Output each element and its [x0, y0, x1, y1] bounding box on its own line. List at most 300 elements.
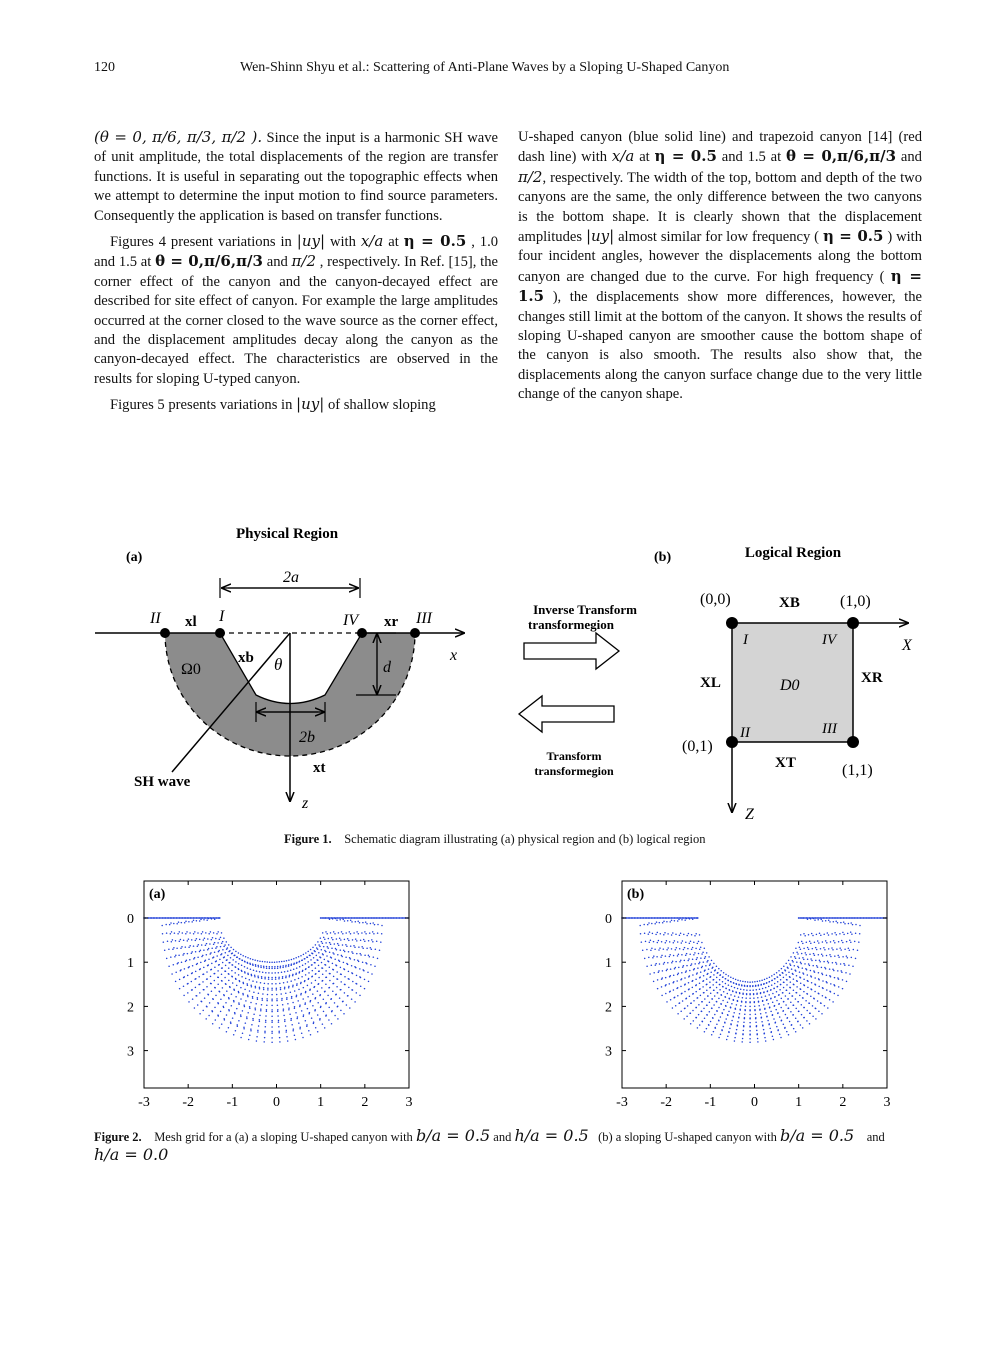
- mesh-node: [791, 1024, 793, 1026]
- mesh-node: [296, 984, 298, 986]
- mesh-node: [720, 970, 722, 972]
- mesh-node: [303, 987, 305, 989]
- mesh-node: [849, 940, 851, 942]
- mesh-node: [749, 1022, 751, 1024]
- mesh-node: [820, 934, 822, 936]
- mesh-node: [329, 952, 331, 954]
- page-header: [94, 60, 924, 78]
- mesh-node: [355, 983, 357, 985]
- mesh-node: [247, 984, 249, 986]
- mesh-node: [784, 1027, 786, 1029]
- mesh-node: [669, 917, 671, 919]
- mesh-node: [777, 981, 779, 983]
- mesh-node: [296, 983, 298, 985]
- mesh-node: [326, 955, 328, 957]
- mesh-node: [305, 974, 307, 976]
- mesh-node: [367, 971, 369, 973]
- mesh-node: [250, 1030, 252, 1032]
- mesh-node: [203, 967, 205, 969]
- panel-label: (b): [627, 887, 645, 902]
- mesh-node: [257, 1030, 259, 1032]
- mesh-node: [753, 997, 755, 999]
- mesh-node: [311, 982, 313, 984]
- mesh-node: [365, 933, 367, 935]
- mesh-node: [739, 1013, 741, 1015]
- mesh-node: [241, 976, 243, 978]
- mesh-node: [733, 982, 735, 984]
- mesh-node: [298, 1022, 300, 1024]
- mesh-node: [202, 1010, 204, 1012]
- mesh-node: [260, 982, 262, 984]
- mesh-node: [192, 998, 194, 1000]
- mesh-node: [797, 953, 799, 955]
- mesh-node: [243, 1004, 245, 1006]
- mesh-node: [228, 980, 230, 982]
- mesh-node: [277, 1004, 279, 1006]
- mesh-node: [177, 962, 179, 964]
- math-xa: x/a: [611, 147, 635, 166]
- mesh-node: [827, 917, 829, 919]
- mesh-node: [812, 1016, 814, 1018]
- mesh-node: [308, 1030, 310, 1032]
- mesh-node: [348, 978, 350, 980]
- mesh-node: [285, 993, 287, 995]
- mesh-node: [683, 949, 685, 951]
- mesh-node: [312, 970, 314, 972]
- mesh-node: [749, 1026, 751, 1028]
- mesh-node: [195, 940, 197, 942]
- mesh-node: [281, 999, 283, 1001]
- mesh-node: [249, 979, 251, 981]
- mesh-node: [845, 972, 847, 974]
- mesh-node: [810, 996, 812, 998]
- mesh-node: [772, 1015, 774, 1017]
- mesh-node: [312, 947, 314, 949]
- mesh-node: [198, 944, 200, 946]
- mesh-node: [666, 1001, 668, 1003]
- mesh-node: [173, 947, 175, 949]
- label-I-b: I: [743, 632, 748, 648]
- mesh-node: [377, 924, 379, 926]
- mesh-node: [240, 954, 242, 956]
- mesh-node: [252, 997, 254, 999]
- mesh-node: [278, 972, 280, 974]
- mesh-grid: [143, 917, 410, 1043]
- mesh-node: [315, 973, 317, 975]
- mesh-node: [837, 995, 839, 997]
- mesh-node: [242, 1033, 244, 1035]
- mesh-node: [754, 1010, 756, 1012]
- mesh-node: [780, 984, 782, 986]
- mesh-node: [727, 1015, 729, 1017]
- mesh-node: [836, 934, 838, 936]
- mesh-node: [189, 932, 191, 934]
- mesh-node: [692, 974, 694, 976]
- mesh-node: [288, 965, 290, 967]
- mesh-node: [244, 966, 246, 968]
- mesh-node: [243, 983, 245, 985]
- mesh-node: [334, 958, 336, 960]
- mesh-node: [179, 988, 181, 990]
- plot-frame: [622, 881, 887, 1088]
- mesh-node: [283, 982, 285, 984]
- mesh-node: [263, 1041, 265, 1043]
- mesh-node: [847, 933, 849, 935]
- mesh-node: [719, 989, 721, 991]
- mesh-node: [311, 976, 313, 978]
- mesh-node: [225, 952, 227, 954]
- mesh-node: [328, 1007, 330, 1009]
- mesh-node: [803, 948, 805, 950]
- mesh-node: [271, 983, 273, 985]
- mesh-node: [658, 949, 660, 951]
- mesh-node: [208, 964, 210, 966]
- mesh-node: [332, 952, 334, 954]
- mesh-node: [342, 944, 344, 946]
- mesh-node: [362, 969, 364, 971]
- mesh-node: [379, 917, 381, 919]
- mesh-node: [834, 955, 836, 957]
- mesh-node: [777, 1030, 779, 1032]
- mesh-node: [251, 1024, 253, 1026]
- mesh-node: [805, 952, 807, 954]
- mesh-node: [305, 1002, 307, 1004]
- mesh-node: [195, 987, 197, 989]
- mesh-node: [712, 998, 714, 1000]
- mesh-node: [288, 1009, 290, 1011]
- mesh-node: [723, 991, 725, 993]
- mesh-node: [729, 989, 731, 991]
- mesh-node: [690, 1012, 692, 1014]
- mesh-node: [368, 940, 370, 942]
- mesh-node: [255, 1003, 257, 1005]
- mesh-node: [855, 958, 857, 960]
- mesh-node: [726, 1039, 728, 1041]
- mesh-node: [643, 917, 645, 919]
- y-tick-label: 2: [605, 1000, 612, 1016]
- mesh-node: [749, 1014, 751, 1016]
- mesh-node: [768, 1003, 770, 1005]
- mesh-node: [828, 962, 830, 964]
- mesh-node: [202, 931, 204, 933]
- mesh-node: [346, 917, 348, 919]
- mesh-node: [693, 1020, 695, 1022]
- mesh-node: [290, 980, 292, 982]
- mesh-node: [739, 993, 741, 995]
- mesh-node: [740, 989, 742, 991]
- mesh-node: [325, 1003, 327, 1005]
- mesh-node: [804, 963, 806, 965]
- mesh-node: [182, 932, 184, 934]
- mesh-node: [269, 968, 271, 970]
- mesh-node: [802, 917, 804, 919]
- mesh-node: [826, 955, 828, 957]
- mesh-node: [813, 918, 815, 920]
- mesh-node: [756, 1030, 758, 1032]
- x-tick-label: -2: [660, 1095, 673, 1110]
- mesh-node: [766, 1016, 768, 1018]
- mesh-node: [226, 1031, 228, 1033]
- mesh-node: [825, 920, 827, 922]
- mesh-node: [262, 972, 264, 974]
- mesh-node: [176, 947, 178, 949]
- mesh-node: [660, 933, 662, 935]
- mesh-node: [365, 962, 367, 964]
- mesh-node: [208, 948, 210, 950]
- mesh-node: [301, 1010, 303, 1012]
- mesh-node: [854, 941, 856, 943]
- mesh-node: [712, 1017, 714, 1019]
- mesh-node: [205, 1018, 207, 1020]
- mesh-node: [696, 972, 698, 974]
- mesh-node: [794, 965, 796, 967]
- mesh-node: [332, 918, 334, 920]
- mesh-node: [706, 952, 708, 954]
- mesh-node: [269, 966, 271, 968]
- mesh-node: [662, 970, 664, 972]
- mesh-node: [352, 939, 354, 941]
- mesh-node: [704, 969, 706, 971]
- mesh-node: [666, 940, 668, 942]
- mesh-node: [857, 950, 859, 952]
- mesh-node: [635, 917, 637, 919]
- mesh-node: [729, 998, 731, 1000]
- mesh-node: [197, 932, 199, 934]
- mesh-node: [348, 987, 350, 989]
- mesh-node: [776, 976, 778, 978]
- y-tick-label: 3: [127, 1044, 134, 1060]
- mesh-node: [282, 978, 284, 980]
- mesh-node: [796, 961, 798, 963]
- mesh-node: [744, 1014, 746, 1016]
- mesh-node: [870, 917, 872, 919]
- mesh-node: [279, 983, 281, 985]
- mesh-node: [376, 940, 378, 942]
- mesh-node: [672, 961, 674, 963]
- mesh-node: [855, 932, 857, 934]
- mesh-node: [217, 984, 219, 986]
- mesh-node: [716, 987, 718, 989]
- mesh-node: [817, 1000, 819, 1002]
- mesh-node: [223, 946, 225, 948]
- mesh-node: [184, 968, 186, 970]
- mesh-node: [722, 976, 724, 978]
- mesh-node: [182, 954, 184, 956]
- mesh-node: [781, 968, 783, 970]
- mesh-node: [366, 923, 368, 925]
- mesh-node: [793, 978, 795, 980]
- mesh-node: [822, 920, 824, 922]
- mesh-node: [653, 981, 655, 983]
- mesh-node: [252, 959, 254, 961]
- mesh-node: [250, 1002, 252, 1004]
- mesh-node: [688, 982, 690, 984]
- mesh-node: [278, 1030, 280, 1032]
- mesh-node: [341, 955, 343, 957]
- mesh-node: [278, 1021, 280, 1023]
- mesh-node: [793, 1028, 795, 1030]
- mesh-node: [195, 951, 197, 953]
- mesh-node: [271, 1041, 273, 1043]
- mesh-node: [364, 931, 366, 933]
- mesh-node: [308, 1013, 310, 1015]
- mesh-node: [803, 959, 805, 961]
- mesh-node: [707, 960, 709, 962]
- mesh-node: [276, 989, 278, 991]
- mesh-node: [841, 917, 843, 919]
- mesh-node: [816, 949, 818, 951]
- mesh-node: [311, 952, 313, 954]
- mesh-node: [686, 970, 688, 972]
- mesh-node: [810, 942, 812, 944]
- inverse-transform-sub: transformegion: [528, 617, 614, 632]
- mesh-node: [267, 989, 269, 991]
- mesh-node: [175, 955, 177, 957]
- mesh-node: [313, 1021, 315, 1023]
- mesh-node: [278, 1026, 280, 1028]
- mesh-node: [225, 984, 227, 986]
- mesh-node: [817, 966, 819, 968]
- mesh-node: [320, 1007, 322, 1009]
- mesh-node: [216, 946, 218, 948]
- mesh-node: [274, 972, 276, 974]
- mesh-node: [300, 983, 302, 985]
- mesh-node: [259, 1015, 261, 1017]
- mesh-node: [269, 961, 271, 963]
- mesh-node: [830, 956, 832, 958]
- mesh-node: [299, 966, 301, 968]
- mesh-node: [703, 961, 705, 963]
- mesh-node: [692, 980, 694, 982]
- mesh-node: [274, 966, 276, 968]
- mesh-node: [692, 958, 694, 960]
- mesh-node: [206, 943, 208, 945]
- mesh-node: [277, 967, 279, 969]
- mesh-node: [723, 1026, 725, 1028]
- mesh-node: [655, 917, 657, 919]
- mesh-node: [271, 1015, 273, 1017]
- mesh-node: [154, 917, 156, 919]
- mesh-node: [170, 933, 172, 935]
- mesh-node: [285, 975, 287, 977]
- mesh-node: [306, 1024, 308, 1026]
- mesh-node: [763, 983, 765, 985]
- mesh-node: [396, 917, 398, 919]
- mesh-node: [224, 944, 226, 946]
- mesh-node: [362, 948, 364, 950]
- mesh-node: [796, 952, 798, 954]
- mesh-node: [700, 957, 702, 959]
- mesh-node: [678, 919, 680, 921]
- mesh-node: [785, 995, 787, 997]
- mesh-node: [720, 1033, 722, 1035]
- mesh-node: [695, 948, 697, 950]
- x-tick-label: -3: [138, 1095, 150, 1110]
- mesh-node: [803, 991, 805, 993]
- mesh-node: [321, 917, 323, 919]
- mesh-node: [671, 934, 673, 936]
- mesh-node: [322, 942, 324, 944]
- mesh-node: [710, 971, 712, 973]
- mesh-node: [648, 933, 650, 935]
- mesh-node: [718, 1020, 720, 1022]
- corner-point-I: [215, 628, 225, 638]
- mesh-node: [307, 961, 309, 963]
- mesh-node: [292, 985, 294, 987]
- mesh-node: [771, 984, 773, 986]
- mesh-node: [732, 978, 734, 980]
- mesh-node: [199, 992, 201, 994]
- mesh-node: [805, 954, 807, 956]
- mesh-node: [689, 942, 691, 944]
- mesh-node: [639, 925, 641, 927]
- mesh-node: [263, 966, 265, 968]
- mesh-node: [332, 969, 334, 971]
- mesh-node: [692, 993, 694, 995]
- mesh-node: [299, 1028, 301, 1030]
- mesh-node: [222, 941, 224, 943]
- mesh-node: [282, 965, 284, 967]
- mesh-node: [833, 970, 835, 972]
- mesh-node: [842, 932, 844, 934]
- mesh-node: [802, 967, 804, 969]
- mesh-node: [309, 989, 311, 991]
- mesh-node: [206, 919, 208, 921]
- mesh-node: [732, 991, 734, 993]
- mesh-node: [660, 917, 662, 919]
- mesh-node: [699, 962, 701, 964]
- mesh-node: [316, 955, 318, 957]
- math-eta: η = 1.5: [518, 266, 923, 306]
- mesh-node: [696, 957, 698, 959]
- mesh-node: [280, 967, 282, 969]
- mesh-node: [308, 967, 310, 969]
- mesh-node: [232, 952, 234, 954]
- mesh-node: [760, 993, 762, 995]
- mesh-node: [802, 972, 804, 974]
- mesh-node: [340, 939, 342, 941]
- mesh-node: [836, 917, 838, 919]
- mesh-node: [255, 965, 257, 967]
- mesh-node: [293, 964, 295, 966]
- mesh-node: [236, 1008, 238, 1010]
- mesh-node: [303, 1016, 305, 1018]
- mesh-node: [710, 992, 712, 994]
- mesh-node: [260, 965, 262, 967]
- mesh-node: [807, 958, 809, 960]
- mesh-node: [331, 1011, 333, 1013]
- mesh-node: [689, 970, 691, 972]
- mesh-node: [664, 932, 666, 934]
- mesh-node: [711, 1034, 713, 1036]
- mesh-node: [805, 1000, 807, 1002]
- mesh-node: [800, 982, 802, 984]
- mesh-node: [838, 941, 840, 943]
- mesh-node: [188, 947, 190, 949]
- mesh-node: [686, 1016, 688, 1018]
- mesh-node: [340, 949, 342, 951]
- mesh-node: [253, 970, 255, 972]
- mesh-node: [353, 932, 355, 934]
- mesh-node: [222, 949, 224, 951]
- mesh-node: [271, 972, 273, 974]
- mesh-node: [327, 947, 329, 949]
- mesh-node: [737, 1025, 739, 1027]
- mesh-node: [812, 1005, 814, 1007]
- mesh-node: [261, 1004, 263, 1006]
- mesh-node: [749, 994, 751, 996]
- mesh-node: [259, 960, 261, 962]
